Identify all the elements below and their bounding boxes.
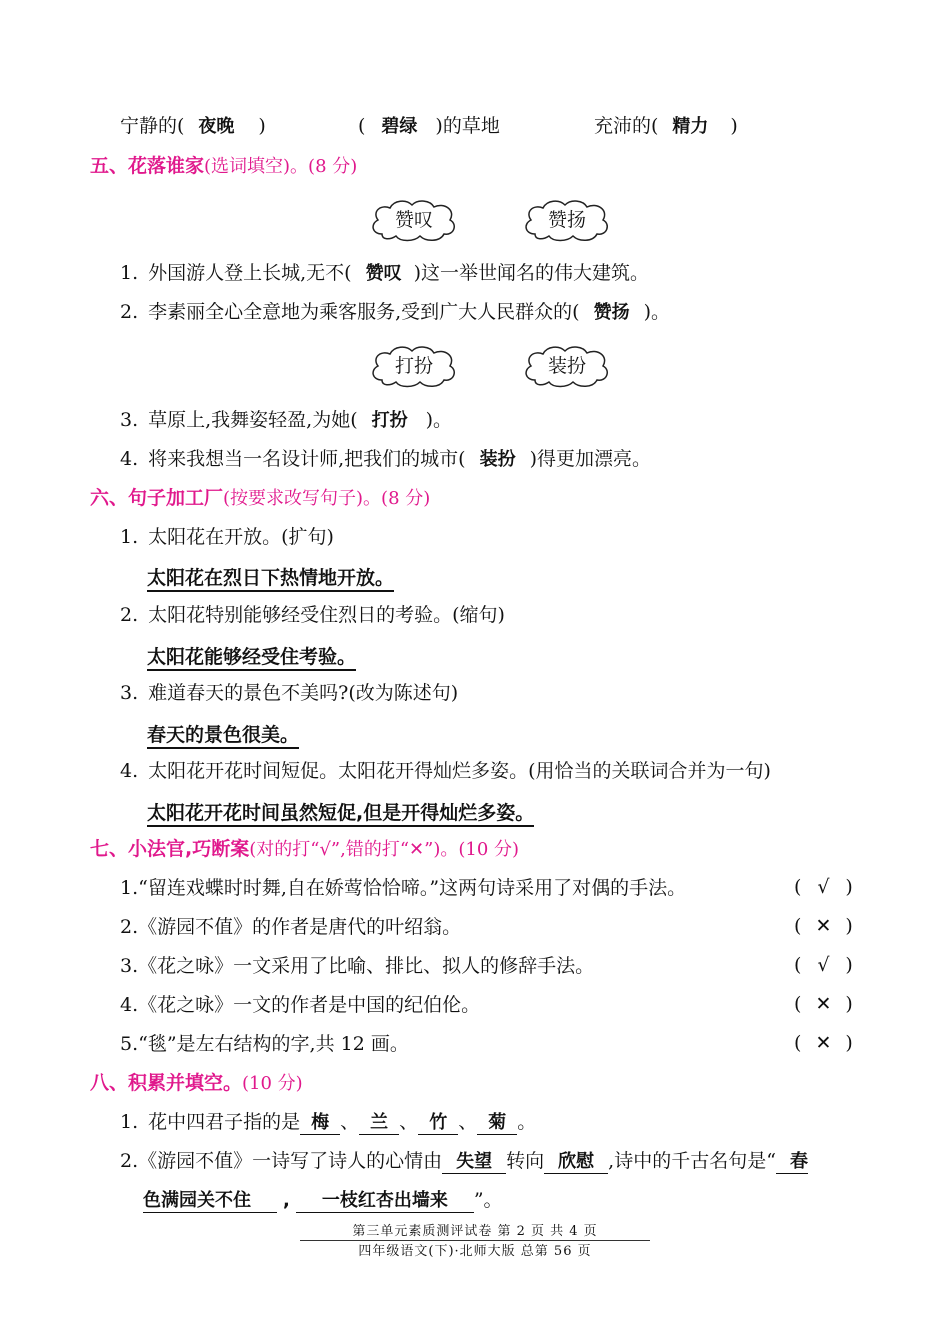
question-text: 太阳花开花时间短促。太阳花开得灿烂多姿。(用恰当的关联词合并为一句) bbox=[148, 760, 771, 782]
judge-item-3 bbox=[120, 954, 594, 978]
answer-text: 碧绿 bbox=[381, 116, 418, 137]
cloud-word: 赞叹 bbox=[394, 209, 433, 231]
item-text: 花中四君子指的是 bbox=[148, 1111, 301, 1133]
separator: , bbox=[283, 1190, 290, 1211]
judge-statement: 3.《花之咏》一文采用了比喻、排比、拟人的修辞手法。 bbox=[120, 955, 595, 977]
judge-statement: 5.“毯”是左右结构的字,共 12 画。 bbox=[120, 1033, 409, 1055]
section-note: (对的打“√”,错的打“✕”)。(10 分) bbox=[249, 839, 520, 860]
answer-text: 太阳花在烈日下热情地开放。 bbox=[147, 567, 394, 592]
judge-mark-5: ( ✕ ) bbox=[794, 1032, 853, 1054]
answer-mark: ✕ bbox=[815, 915, 832, 937]
judge-statement: 1.“留连戏蝶时时舞,自在娇莺恰恰啼。”这两句诗采用了对偶的手法。 bbox=[120, 877, 687, 899]
answer-text: 太阳花开花时间虽然短促,但是开得灿烂多姿。 bbox=[147, 802, 534, 827]
fill-blank: 一枝红杏出墙来 bbox=[296, 1190, 474, 1213]
footer-line-1: 第三单元素质测评试卷 第 2 页 共 4 页 bbox=[352, 1224, 598, 1239]
item-number: 1. bbox=[120, 1111, 139, 1133]
item-text: 李素丽全心全意地为乘客服务,受到广大人民群众的( bbox=[148, 301, 580, 323]
item-text: 转向 bbox=[506, 1150, 545, 1172]
answer-text: 夜晚 bbox=[198, 116, 235, 137]
section-note: (10 分) bbox=[242, 1073, 303, 1094]
item-number: 1. bbox=[120, 262, 139, 284]
answer-text: 装扮 bbox=[479, 449, 516, 470]
section-6-answer-3 bbox=[147, 720, 299, 747]
judge-statement: 4.《花之咏》一文的作者是中国的纪伯伦。 bbox=[120, 994, 481, 1016]
section-6-question-4 bbox=[120, 759, 771, 783]
section-7-heading bbox=[90, 837, 519, 862]
fill-blank: 竹 bbox=[418, 1112, 458, 1135]
cloud-word: 装扮 bbox=[547, 355, 586, 377]
top-row-text: )的草地 bbox=[435, 115, 500, 137]
cloud-word: 赞扬 bbox=[547, 209, 586, 231]
fill-blank: 失望 bbox=[442, 1151, 506, 1174]
item-number: 2. bbox=[120, 1150, 139, 1172]
judge-item-1 bbox=[120, 876, 686, 900]
section-6-answer-1 bbox=[147, 563, 394, 590]
word-cloud bbox=[521, 342, 613, 390]
answer-mark: √ bbox=[817, 876, 830, 898]
word-cloud bbox=[521, 196, 613, 244]
cloud-word: 打扮 bbox=[394, 355, 433, 377]
question-text: 难道春天的景色不美吗?(改为陈述句) bbox=[148, 682, 459, 704]
fill-blank: 色满园关不住 bbox=[143, 1190, 277, 1213]
section-5-item-3 bbox=[120, 408, 452, 433]
top-row-text: ) bbox=[258, 115, 266, 137]
fill-blank: 春 bbox=[776, 1151, 808, 1174]
question-text: 太阳花特别能够经受住烈日的考验。(缩句) bbox=[148, 604, 505, 626]
section-note: (按要求改写句子)。(8 分) bbox=[223, 488, 431, 509]
section-5-item-2 bbox=[120, 300, 670, 325]
item-text: 草原上,我舞姿轻盈,为她( bbox=[148, 409, 358, 431]
section-title: 五、花落谁家 bbox=[90, 155, 205, 177]
judge-mark-3: ( √ ) bbox=[794, 954, 853, 976]
judge-statement: 2.《游园不值》的作者是唐代的叶绍翁。 bbox=[120, 916, 462, 938]
word-cloud bbox=[368, 196, 460, 244]
judge-mark-1: ( √ ) bbox=[794, 876, 853, 898]
section-8-item-1 bbox=[120, 1110, 536, 1135]
answer-text: 打扮 bbox=[371, 410, 408, 431]
top-row-text: ) bbox=[730, 115, 738, 137]
answer-text: 春天的景色很美。 bbox=[147, 724, 299, 749]
section-5-item-4 bbox=[120, 447, 651, 472]
answer-text: 太阳花能够经受住考验。 bbox=[147, 646, 356, 671]
item-text: 。 bbox=[517, 1111, 537, 1133]
section-6-question-1 bbox=[120, 525, 334, 549]
section-title: 七、小法官,巧断案 bbox=[90, 838, 250, 860]
judge-mark-2: ( ✕ ) bbox=[794, 915, 853, 937]
fill-blank: 兰 bbox=[359, 1112, 399, 1135]
top-row-item-3 bbox=[594, 114, 738, 139]
section-title: 六、句子加工厂 bbox=[90, 487, 224, 509]
item-number: 4. bbox=[120, 760, 139, 782]
top-row-item-1 bbox=[120, 114, 266, 139]
question-text: 太阳花在开放。(扩句) bbox=[148, 526, 334, 548]
item-text: )。 bbox=[643, 301, 671, 323]
item-text: ,诗中的千古名句是“ bbox=[608, 1150, 776, 1172]
top-row-text: 充沛的( bbox=[594, 115, 659, 137]
item-text: 外国游人登上长城,无不( bbox=[148, 262, 352, 284]
section-6-answer-2 bbox=[147, 642, 356, 669]
footer-line-2: 四年级语文(下)·北师大版 总第 56 页 bbox=[358, 1244, 592, 1259]
item-number: 3. bbox=[120, 682, 139, 704]
item-text: )。 bbox=[425, 409, 453, 431]
separator: 、 bbox=[399, 1111, 419, 1133]
judge-item-4 bbox=[120, 993, 480, 1017]
item-text: 《游园不值》一诗写了诗人的心情由 bbox=[138, 1150, 443, 1172]
section-8-heading bbox=[90, 1071, 303, 1096]
footer-rule bbox=[300, 1240, 650, 1241]
item-number: 3. bbox=[120, 409, 139, 431]
item-text: )得更加漂亮。 bbox=[529, 448, 652, 470]
top-row-text: 宁静的( bbox=[120, 115, 185, 137]
answer-text: 赞叹 bbox=[365, 263, 402, 284]
separator: 、 bbox=[458, 1111, 478, 1133]
section-5-heading bbox=[90, 154, 357, 179]
top-row-text: ( bbox=[358, 115, 366, 137]
item-text: )这一举世闻名的伟大建筑。 bbox=[413, 262, 650, 284]
judge-item-5 bbox=[120, 1032, 409, 1056]
fill-blank: 欣慰 bbox=[544, 1151, 608, 1174]
answer-text: 赞扬 bbox=[593, 302, 630, 323]
section-6-answer-4 bbox=[147, 798, 534, 825]
section-title: 八、积累并填空。 bbox=[90, 1072, 243, 1094]
item-number: 2. bbox=[120, 301, 139, 323]
section-note: (选词填空)。(8 分) bbox=[204, 156, 358, 177]
section-5-item-1 bbox=[120, 261, 649, 286]
section-6-question-3 bbox=[120, 681, 458, 705]
answer-mark: ✕ bbox=[815, 993, 832, 1015]
item-text: 将来我想当一名设计师,把我们的城市( bbox=[148, 448, 466, 470]
answer-text: 精力 bbox=[672, 116, 709, 137]
fill-blank: 菊 bbox=[477, 1112, 517, 1135]
fill-blank: 梅 bbox=[300, 1112, 340, 1135]
section-8-item-2-line-1 bbox=[120, 1149, 808, 1174]
item-number: 2. bbox=[120, 604, 139, 626]
section-8-item-2-line-2 bbox=[143, 1188, 503, 1213]
section-6-heading bbox=[90, 486, 430, 511]
answer-mark: √ bbox=[817, 954, 830, 976]
section-6-question-2 bbox=[120, 603, 505, 627]
item-number: 1. bbox=[120, 526, 139, 548]
item-text: ”。 bbox=[473, 1189, 503, 1211]
top-row-item-2 bbox=[358, 114, 500, 139]
item-number: 4. bbox=[120, 448, 139, 470]
word-cloud bbox=[368, 342, 460, 390]
separator: 、 bbox=[340, 1111, 360, 1133]
judge-mark-4: ( ✕ ) bbox=[794, 993, 853, 1015]
answer-mark: ✕ bbox=[815, 1032, 832, 1054]
judge-item-2 bbox=[120, 915, 461, 939]
